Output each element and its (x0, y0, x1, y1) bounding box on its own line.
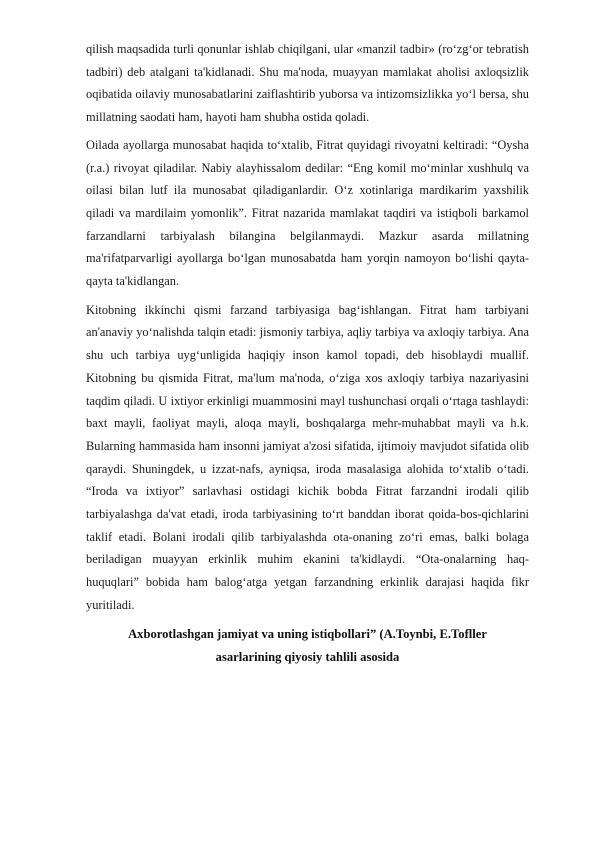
section-heading-line-2: asarlarining qiyosiy tahlili asosida (215, 649, 400, 664)
paragraph-2: Oilada ayollarga munosabat haqida to‘xtalib, Fitrat quyidagi rivoyatni keltiradi: “Oysha (r.a.) rivoyat qiladilar. Nabiy alayhissalom dedilar: “Eng komil mo‘minlar xushhulq va oilasi bilan lutf ila munosabat qiladiganlardir. O‘z xotinlariga mardikarim yaxshilik qiladi va mardilaim yomonlik”. Fitrat nazarida mamlakat taqdiri va istiqboli barkamol farzandlarni tarbiyalash bilangina belgilanmaydi. Mazkur asarda millatning ma'rifatparvarligi ayollarga bo‘lgan munosabatda ham yorqin namoyon bo‘lishi qayta-qayta ta'kidlangan. (86, 137, 529, 289)
section-heading-line-1: Axborotlashgan jamiyat va uning istiqbollari” (A.Toynbi, E.Tofller (128, 626, 487, 641)
document-page (86, 38, 529, 669)
paragraph-1: qilish maqsadida turli qonunlar ishlab chiqilgani, ular «manzil tadbir» (ro‘zg‘or tebratish tadbiri) deb atalgani ta'kidlanadi. Shu ma'noda, muayyan mamlakat aholisi axloqsizlik oqibatida oilaviy munosabatlarini zaiflashtirib yuborsa va intizomsizlikka yo‘l bersa, shu millatning saodati ham, hayoti ham shubha ostida qoladi. (86, 42, 529, 125)
section-heading (86, 623, 529, 669)
paragraph-3: Kitobning ikkinchi qismi farzand tarbiyasiga bag‘ishlangan. Fitrat ham tarbiyani an'anaviy yo‘nalishda talqin etadi: jismoniy tarbiya, aqliy tarbiya va axloqiy tarbiya. Ana shu uch tarbiya uyg‘unligida haqiqiy inson kamol topadi, deb hisoblaydi muallif. Kitobning bu qismida Fitrat, ma'lum ma'noda, o‘ziga xos axloqiy tarbiya nazariyasini taqdim qiladi. U ixtiyor erkinligi muammosini mayl tushunchasi orqali o‘rtaga tashlaydi: baxt mayli, faoliyat mayli, aloqa mayli, boshqalarga mehr-muhabbat mayli va h.k. Bularning hammasida ham insonni jamiyat a'zosi sifatida, ijtimoiy mavjudot sifatida olib qaraydi. Shuningdek, u izzat-nafs, ayniqsa, iroda masalasiga alohida to‘xtalib o‘tadi. “Iroda va ixtiyor” sarlavhasi ostidagi kichik bobda Fitrat farzandni irodali qilib tarbiyalashga da'vat etadi, iroda tarbiyasining to‘rt banddan iborat qoida-bos-qichlarini taklif etadi. Bolani irodali qilib tarbiyalashda ota-onaning zo‘ri emas, balki bolaga beriladigan muayyan erkinlik muhim ekanini ta'kidlaydi. “Ota-onalarning haq-huquqlari” bobida ham balog‘atga yetgan farzandning erkinlik darajasi haqida fikr yuritiladi. (86, 302, 529, 612)
